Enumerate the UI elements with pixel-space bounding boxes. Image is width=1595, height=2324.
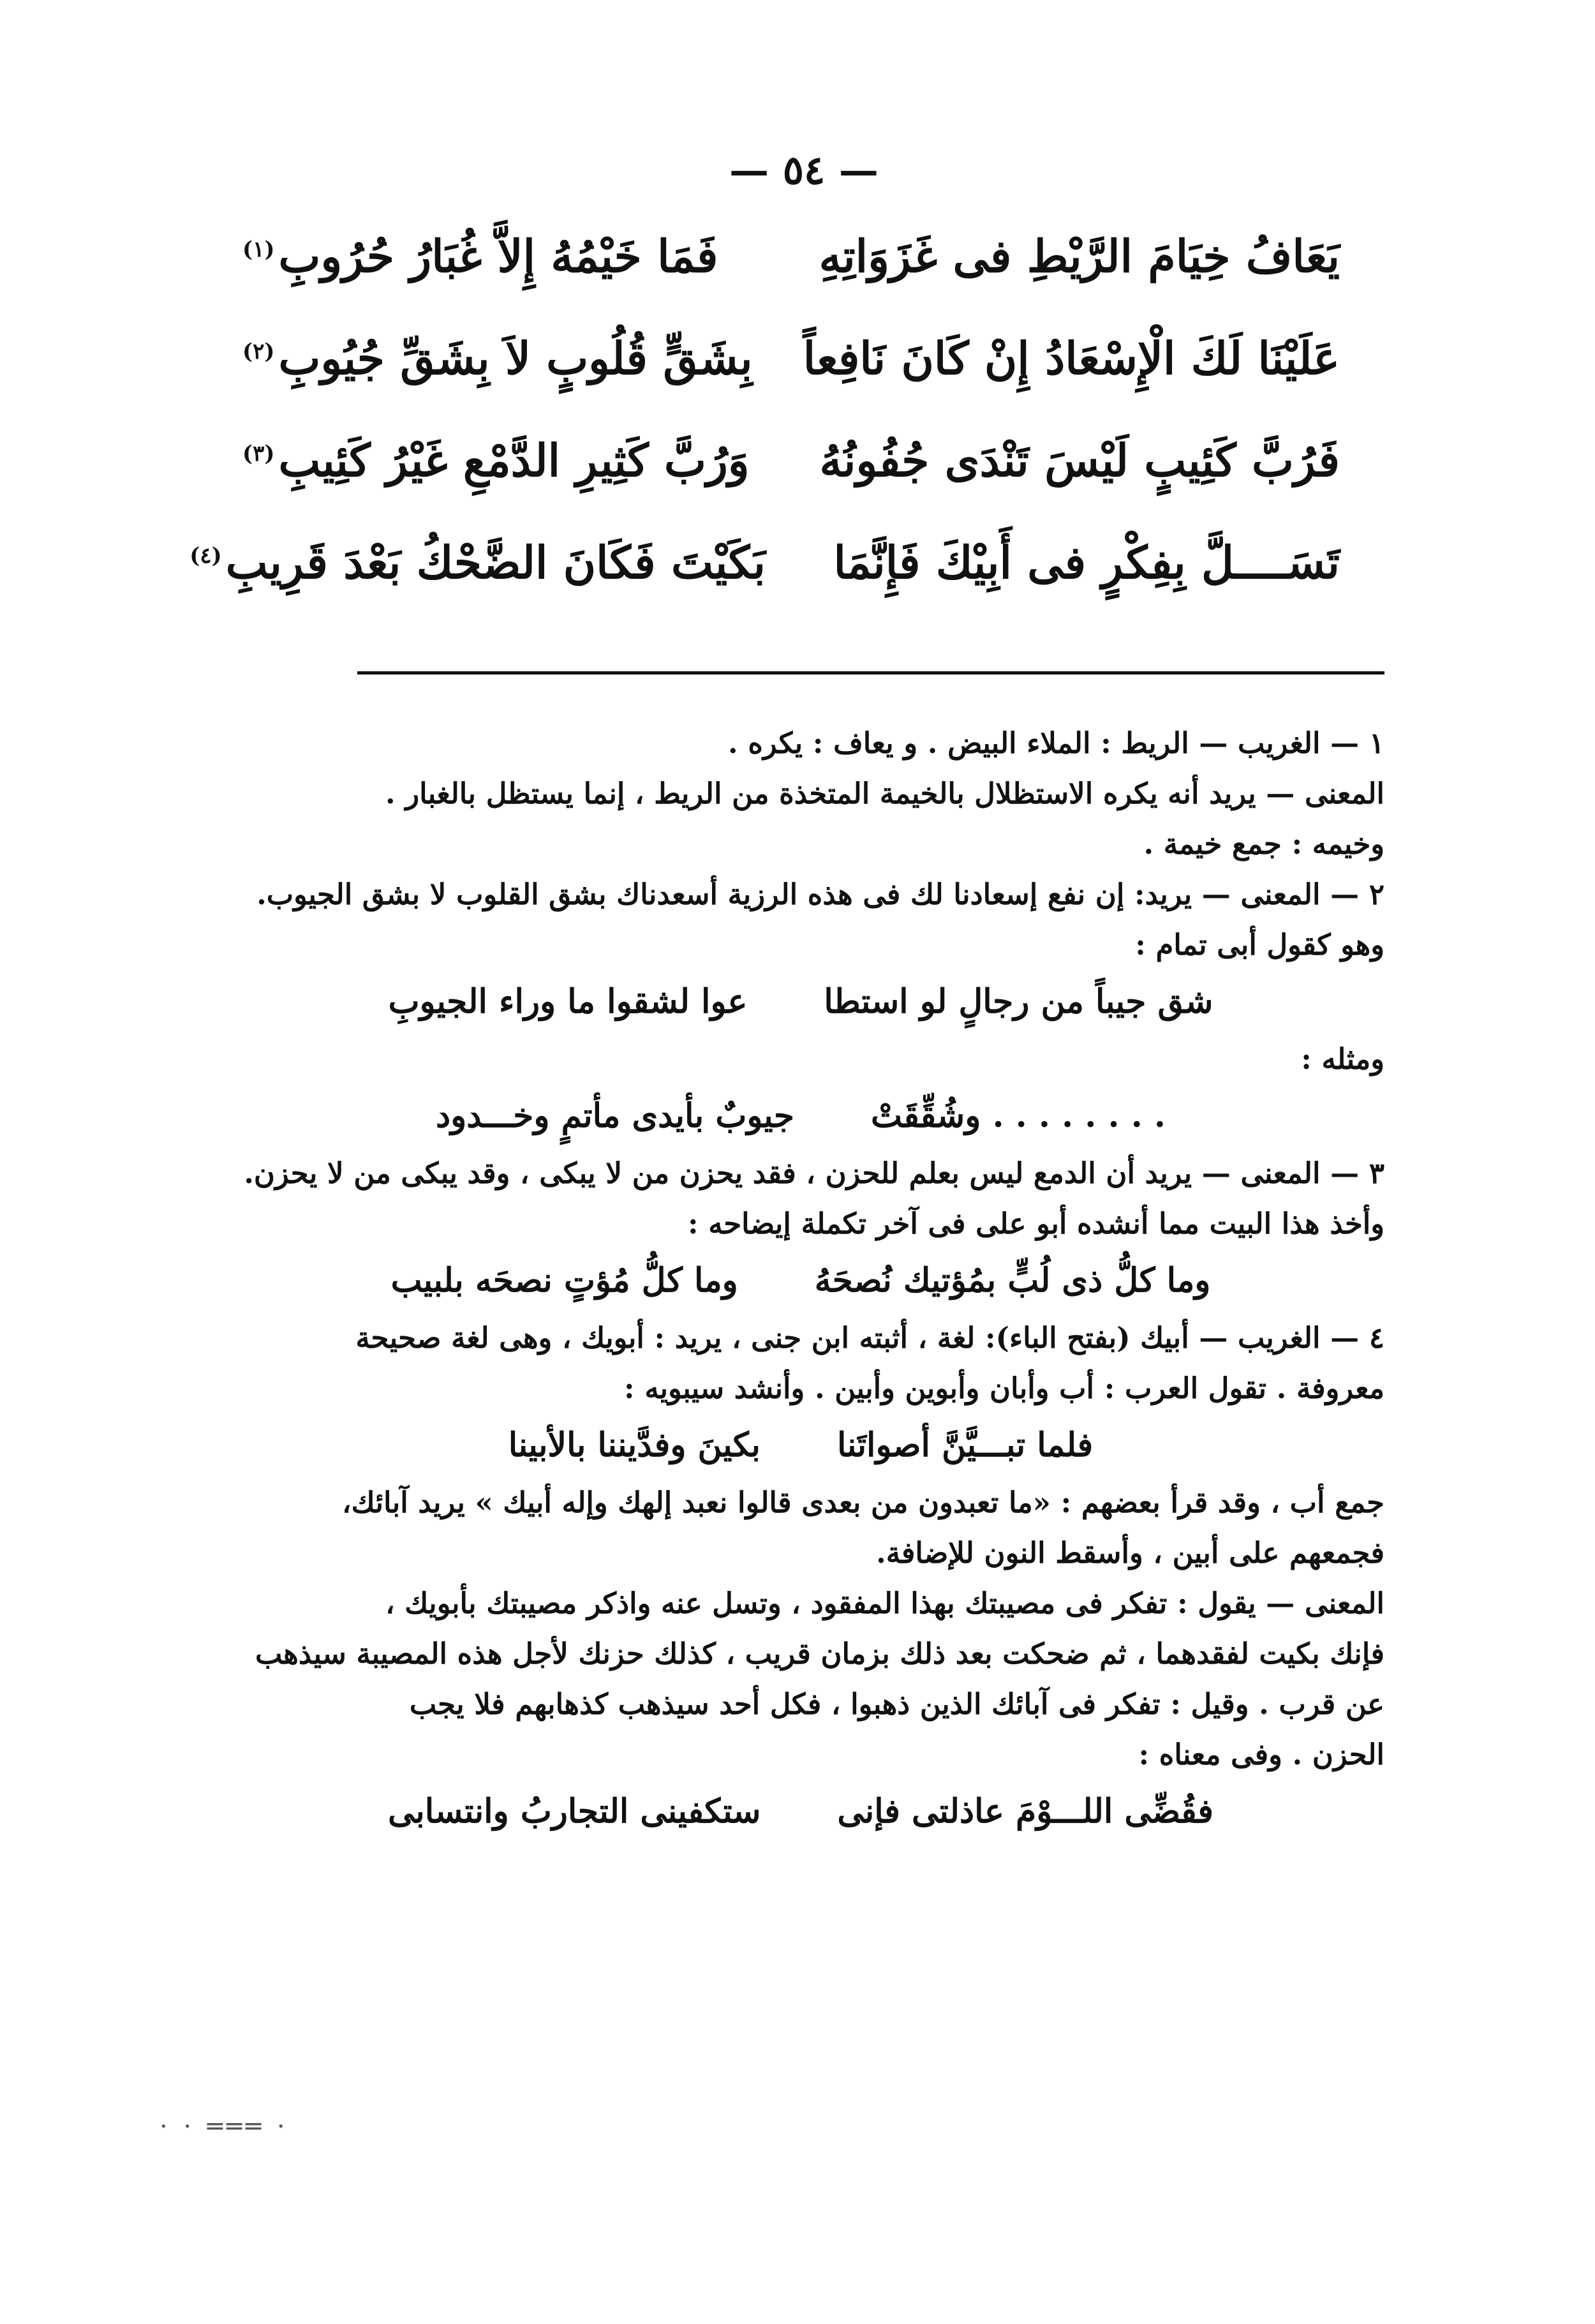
footnote-marker: (٢) xyxy=(242,338,275,364)
scan-specks: · · ═══ · xyxy=(160,2112,289,2142)
note-line: ٣ — المعنى — يريد أن الدمع ليس بعلم للحزن ، فقد يحزن من لا يبكى ، وقد يبكى من لا يحزن. xyxy=(244,1156,1384,1190)
footnote-marker: (١) xyxy=(242,236,275,262)
verse-hemistich: فلما تبـــيَّنَّ أصواتَنا xyxy=(837,1426,1094,1464)
quoted-verse xyxy=(217,1780,1384,1844)
note-line: عن قرب . وقيل : تفكر فى آبائك الذين ذهبوا ، فكل أحد سيذهب كذهابهم فلا يجب xyxy=(409,1687,1384,1721)
footnote-marker: (٤) xyxy=(189,542,222,569)
poem-hemistich-text: فَمَا خَيْمُهُ إِلاَّ غُبَارُ حُرُوبِ xyxy=(278,230,718,283)
footnote-marker: (٣) xyxy=(242,440,275,466)
note-line: المعنى — يريد أنه يكره الاستظلال بالخيمة المتخذة من الريط ، إنما يستظل بالغبار . xyxy=(385,777,1384,810)
note-line: وأخذ هذا البيت مما أنشده أبو على فى آخر تكملة إيضاحه : xyxy=(687,1207,1384,1240)
poem-hemistich-second xyxy=(242,434,766,487)
footnotes xyxy=(217,718,1384,1844)
note-line: وخيمه : جمع خيمة . xyxy=(1143,827,1384,861)
note-line: الحزن . وفى معناه : xyxy=(1138,1738,1384,1771)
quoted-verse xyxy=(217,1084,1384,1148)
verse-hemistich: ستكفينى التجاربُ وانتسابى xyxy=(387,1792,761,1831)
verse-hemistich: شق جيباً من رجالٍ لو استطا xyxy=(824,982,1213,1021)
poem-hemistich-text: بِشَقٍّ قُلُوبٍ لاَ بِشَقِّ جُيُوبِ xyxy=(278,332,753,385)
poem-hemistich-first: يَعَافُ خِيَامَ الرَّيْطِ فى غَزَوَاتِهِ xyxy=(819,230,1340,283)
note-line: ٤ — الغريب — أبيك (بفتح الباء): لغة ، أثبته ابن جنى ، يريد : أبويك ، وهى لغة صحيحة xyxy=(355,1321,1384,1355)
poem-block xyxy=(189,230,1340,638)
note-line: فإنك بكيت لفقدهما ، ثم ضحكت بعد ذلك بزمان قريب ، كذلك حزنك لأجل هذه المصيبة سيذهب xyxy=(255,1637,1384,1671)
poem-hemistich-first: تَسَــــلَّ بِفِكْرٍ فى أَبِيْكَ فَإِنَّمَا xyxy=(833,536,1340,589)
page-number: — ٥٤ — xyxy=(729,147,879,193)
verse-hemistich: جيوبٌ بأيدى مأتمٍ وخـــدود xyxy=(435,1096,795,1135)
poem-hemistich-text: بَكَيْتَ فَكَانَ الضَّحْكُ بَعْدَ قَرِيبِ xyxy=(225,536,766,589)
verse-hemistich: فقُضِّى اللـــوْمَ عاذلتى فإنى xyxy=(837,1792,1214,1831)
note-line: وهو كقول أبى تمام : xyxy=(1135,928,1384,962)
poem-line xyxy=(189,536,1340,638)
note-line: فجمعهم على أبين ، وأسقط النون للإضافة. xyxy=(876,1536,1384,1570)
note-line: جمع أب ، وقد قرأ بعضهم : «ما تعبدون من بعدى قالوا نعبد إلهك وإله أبيك » يريد آبائك، xyxy=(342,1486,1384,1519)
quoted-verse xyxy=(217,1249,1384,1313)
poem-hemistich-first: عَلَيْنَا لَكَ الْإِسْعَادُ إِنْ كَانَ نَافِعاً xyxy=(803,332,1340,385)
verse-hemistich: بكينَ وفدَّيننا بالأبينا xyxy=(508,1426,761,1464)
poem-line xyxy=(242,230,1340,332)
note-line: ٢ — المعنى — يريد: إن نفع إسعادنا لك فى هذه الرزية أسعدناك بشق القلوب لا بشق الجيوب. xyxy=(256,877,1384,911)
note-line: معروفة . تقول العرب : أب وأبان وأبوين وأبين . وأنشد سيبويه : xyxy=(624,1371,1384,1405)
poem-hemistich-second xyxy=(242,332,766,385)
verse-hemistich: . . . . . . . . وشُقِّقَتْ xyxy=(871,1096,1166,1135)
note-line: ومثله : xyxy=(1301,1042,1384,1076)
quoted-verse xyxy=(217,970,1384,1034)
separator-rule xyxy=(357,671,1384,674)
verse-hemistich: وما كلُّ مُؤتٍ نصحَه بلبيب xyxy=(390,1261,738,1300)
verse-hemistich: عوا لشقوا ما وراء الجيوبِ xyxy=(388,982,748,1021)
note-line: ١ — الغريب — الريط : الملاء البيض . و يعاف : يكره . xyxy=(728,726,1384,760)
note-line: المعنى — يقول : تفكر فى مصيبتك بهذا المفقود ، وتسل عنه واذكر مصيبتك بأبويك ، xyxy=(385,1586,1384,1620)
poem-hemistich-second xyxy=(189,536,766,589)
poem-line xyxy=(242,332,1340,434)
poem-hemistich-text: وَرُبَّ كَثِيرِ الدَّمْعِ غَيْرُ كَئِيبِ xyxy=(278,434,750,487)
poem-hemistich-second xyxy=(242,230,766,283)
quoted-verse xyxy=(217,1413,1384,1477)
verse-hemistich: وما كلُّ ذى لُبٍّ بمُؤتيك نُصحَهُ xyxy=(814,1261,1211,1300)
poem-hemistich-first: فَرُبَّ كَئِيبٍ لَيْسَ تَنْدَى جُفُونُهُ xyxy=(819,434,1340,487)
poem-line xyxy=(242,434,1340,536)
